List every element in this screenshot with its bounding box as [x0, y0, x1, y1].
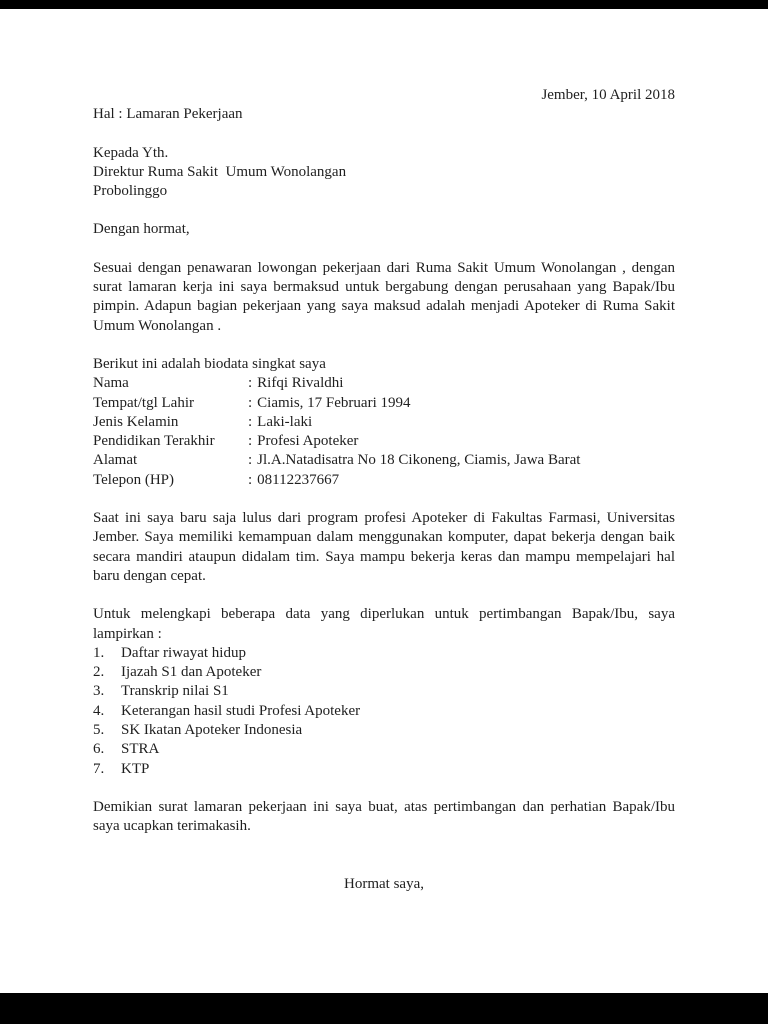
recipient-name: Direktur Ruma Sakit Umum Wonolangan	[93, 163, 347, 180]
letterbox-top	[0, 0, 768, 9]
greeting-line: Dengan hormat,	[93, 221, 190, 238]
biodata-colon: :	[248, 452, 253, 469]
biodata-label: Alamat	[93, 452, 138, 469]
recipient-salutation: Kepada Yth.	[93, 144, 169, 161]
biodata-row	[93, 374, 675, 393]
closing-paragraph: Demikian surat lamaran pekerjaan ini saya buat, atas pertimbangan dan perhatian Bapak/Ibu saya ucapkan terimakasih.	[93, 798, 675, 835]
attachment-text: Keterangan hasil studi Profesi Apoteker	[121, 702, 361, 719]
biodata-row	[93, 413, 675, 432]
attachment-number: 7.	[93, 760, 105, 777]
recipient-city: Probolinggo	[93, 183, 168, 200]
attachment-item	[93, 682, 675, 701]
biodata-label: Tempat/tgl Lahir	[93, 394, 195, 411]
attachment-item	[93, 702, 675, 721]
attachment-text: Transkrip nilai S1	[121, 683, 229, 700]
attachment-item	[93, 644, 675, 663]
biodata-label: Nama	[93, 375, 129, 392]
biodata-label: Pendidikan Terakhir	[93, 433, 215, 450]
attachment-number: 3.	[93, 683, 105, 700]
biodata-value: Jl.A.Natadisatra No 18 Cikoneng, Ciamis, Jawa Barat	[257, 452, 581, 469]
attachment-text: STRA	[121, 741, 160, 758]
biodata-colon: :	[248, 471, 253, 488]
attachment-item	[93, 760, 675, 779]
letter-body	[93, 86, 675, 894]
biodata-colon: :	[248, 375, 253, 392]
attachment-text: KTP	[121, 760, 150, 777]
attachment-number: 2.	[93, 664, 105, 681]
biodata-value: Laki-laki	[257, 413, 313, 430]
biodata-row	[93, 394, 675, 413]
attachment-item	[93, 663, 675, 682]
attachment-number: 1.	[93, 644, 105, 661]
attachments-intro: Untuk melengkapi beberapa data yang diperlukan untuk pertimbangan Bapak/Ibu, saya lampirkan :	[93, 606, 675, 642]
qualifications-paragraph: Saat ini saya baru saja lulus dari program profesi Apoteker di Fakultas Farmasi, Universitas Jember. Saya memiliki kemampuan dalam menggunakan komputer, dapat bekerja dengan baik secara mandiri ataupun didalam tim. Saya mampu bekerja keras dan mampu mempelajari hal baru dengan cepat.	[93, 510, 675, 584]
biodata-label: Jenis Kelamin	[93, 413, 179, 430]
subject-line: Hal : Lamaran Pekerjaan	[93, 106, 243, 123]
signoff-line: Hormat saya,	[344, 875, 424, 892]
biodata-colon: :	[248, 413, 253, 430]
biodata-section	[93, 355, 675, 490]
attachment-item	[93, 721, 675, 740]
biodata-value: 08112237667	[257, 471, 340, 488]
biodata-value: Ciamis, 17 Februari 1994	[257, 394, 411, 411]
biodata-intro: Berikut ini adalah biodata singkat saya	[93, 355, 326, 372]
biodata-colon: :	[248, 394, 253, 411]
attachment-text: Daftar riwayat hidup	[121, 644, 246, 661]
opening-paragraph: Sesuai dengan penawaran lowongan pekerjaan dari Ruma Sakit Umum Wonolangan , dengan surat lamaran kerja ini saya bermaksud untuk bergabung dengan perusahaan yang Bapak/Ibu pimpin. Adapun bagian pekerjaan yang saya maksud adalah menjadi Apoteker di Ruma Sakit Umum Wonolangan .	[93, 259, 675, 334]
biodata-label: Telepon (HP)	[93, 471, 175, 488]
recipient-block	[93, 144, 675, 202]
attachment-text: Ijazah S1 dan Apoteker	[121, 664, 262, 681]
date-line: Jember, 10 April 2018	[541, 87, 675, 103]
biodata-row	[93, 471, 675, 490]
attachment-number: 4.	[93, 702, 105, 719]
letterbox-bottom	[0, 993, 768, 1024]
attachment-number: 5.	[93, 722, 105, 739]
biodata-row	[93, 432, 675, 451]
attachments-section	[93, 605, 675, 779]
biodata-value: Rifqi Rivaldhi	[257, 375, 344, 392]
biodata-value: Profesi Apoteker	[257, 433, 359, 450]
attachment-item	[93, 740, 675, 759]
biodata-row	[93, 451, 675, 470]
attachment-number: 6.	[93, 741, 105, 758]
attachment-text: SK Ikatan Apoteker Indonesia	[121, 722, 303, 739]
biodata-colon: :	[248, 433, 253, 450]
